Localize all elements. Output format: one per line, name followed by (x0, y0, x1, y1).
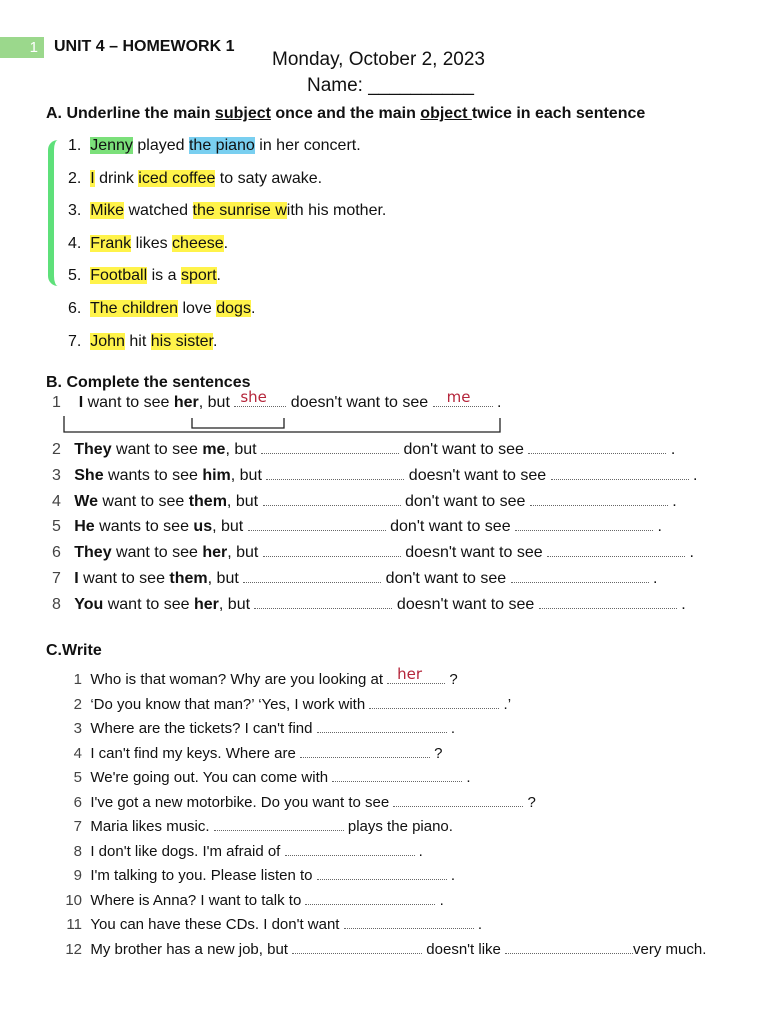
section-b-title: B. Complete the sentences (46, 374, 251, 391)
sentence-text: likes (131, 234, 173, 252)
row-text-b: , but (225, 441, 262, 458)
highlighted-phrase: sport (180, 267, 217, 285)
row-end: ? (445, 671, 458, 688)
row-end: . (688, 467, 698, 484)
answer-blank[interactable] (214, 820, 344, 831)
row-end: . (666, 441, 676, 458)
row-text: I've got a new motorbike. Do you want to see (90, 793, 394, 811)
highlighted-phrase: Football (90, 267, 148, 285)
row-text-b: , but (212, 518, 248, 535)
sentence-text: in her concert. (254, 137, 361, 154)
answer-blank[interactable] (263, 495, 401, 506)
row-subject: You (74, 596, 104, 613)
row-text-c: don't want to see (399, 441, 529, 458)
highlighter-bracket-mark (48, 140, 58, 286)
row-text: I can't find my keys. Where are (90, 744, 300, 762)
row-end: . (446, 720, 455, 737)
answer-blank[interactable] (317, 869, 447, 880)
write-row (56, 745, 442, 762)
row-end: . (667, 493, 677, 510)
row-end: . (653, 518, 662, 535)
row-number: 3 (52, 467, 61, 484)
answer-blank[interactable] (261, 443, 399, 454)
row-subject: He (74, 518, 95, 535)
highlighted-phrase: the piano (188, 137, 255, 154)
sentence-text: is a (147, 267, 181, 285)
row-end: . (685, 544, 694, 561)
row-number: 7 (52, 570, 61, 587)
example-text-a: want to see (83, 394, 174, 411)
sentence-number: 2. (68, 169, 82, 187)
sentence-item (68, 300, 255, 318)
answer-blank[interactable] (317, 722, 447, 733)
row-text-b: , but (218, 596, 255, 613)
answer-blank[interactable] (266, 469, 404, 480)
highlighted-phrase: iced coffee (138, 169, 216, 187)
row-end: .’ (499, 695, 512, 713)
example-object: her (173, 394, 199, 411)
sentence-text: to saty awake. (215, 169, 323, 187)
highlighted-phrase: I (90, 169, 95, 187)
answer-blank[interactable] (547, 546, 685, 557)
row-object: me (202, 441, 226, 458)
row-text: Who is that woman? Why are you looking at (90, 671, 388, 688)
sentence-item (68, 202, 386, 220)
row-end: . (676, 596, 686, 613)
example-answer-2: me (446, 388, 471, 406)
example-blank-2[interactable] (433, 388, 493, 407)
row-text-c: doesn't want to see (392, 596, 539, 613)
row-text-a: want to see (97, 493, 189, 510)
fill-in-row (52, 518, 662, 536)
row-text-c: don't want to see (381, 570, 511, 587)
row-text-c: don't want to see (385, 518, 516, 535)
row-number: 5 (73, 769, 82, 786)
page-number-badge: 1 (0, 37, 44, 58)
row-text-a: want to see (111, 544, 203, 561)
sentence-text: . (250, 300, 256, 317)
handwritten-answer: her (397, 665, 423, 683)
row-object: them (169, 570, 208, 587)
answer-blank[interactable] (387, 665, 445, 684)
answer-blank[interactable] (332, 771, 462, 782)
row-number: 12 (65, 940, 82, 958)
write-row (56, 892, 444, 909)
row-text-b: , but (227, 544, 263, 561)
sentence-number: 3. (68, 202, 82, 220)
fill-in-row (52, 596, 686, 614)
section-a-title-subject: subject (214, 105, 271, 122)
row-subject: We (74, 493, 98, 510)
row-number: 9 (73, 867, 82, 884)
row-number: 5 (52, 518, 61, 535)
example-end: . (492, 394, 502, 411)
row-end: . (648, 570, 658, 587)
write-row (56, 794, 536, 811)
row-number: 8 (52, 596, 61, 613)
write-row (56, 720, 455, 737)
row-object: us (193, 518, 213, 535)
answer-blank[interactable] (248, 520, 386, 531)
answer-blank[interactable] (530, 495, 668, 506)
row-end: . (446, 867, 455, 884)
row-number: 2 (52, 441, 61, 458)
example-answer-1: she (240, 388, 267, 406)
row-text-a: wants to see (103, 467, 203, 484)
row-text-a: want to see (78, 570, 170, 587)
row-text: My brother has a new job, but (90, 940, 293, 958)
fill-in-row (52, 544, 694, 562)
row-subject: She (74, 467, 104, 484)
example-subject: I (78, 394, 84, 411)
name-field-label: Name: __________ (307, 75, 474, 96)
answer-blank[interactable] (254, 598, 392, 609)
row-object: her (194, 596, 219, 613)
answer-blank[interactable] (300, 747, 430, 758)
sentence-number: 6. (68, 300, 82, 317)
row-text: I don't like dogs. I'm afraid of (90, 842, 285, 860)
answer-blank[interactable] (505, 943, 633, 954)
section-a-title-mid: once and the main (270, 105, 421, 122)
sentence-text: played (132, 137, 189, 154)
highlighted-phrase: his sister (150, 332, 213, 350)
row-end: ? (429, 744, 443, 762)
section-a-title-post: twice in each sentence (471, 105, 646, 122)
row-text-b: , but (226, 493, 263, 510)
row-subject: They (74, 441, 112, 458)
row-object: her (202, 544, 228, 561)
sentence-text: hit (124, 332, 151, 350)
row-text-a: want to see (111, 441, 203, 458)
row-number: 3 (73, 720, 82, 737)
section-a-title-pre: A. Underline the main (46, 105, 215, 122)
example-bracket-diagram (60, 414, 510, 436)
row-number: 1 (52, 394, 61, 411)
row-text: Maria likes music. (90, 818, 214, 835)
row-text-b: , but (207, 570, 244, 587)
sentence-number: 7. (68, 332, 82, 350)
answer-blank[interactable] (511, 572, 649, 583)
example-text-b: , but (198, 394, 235, 411)
row-text-a: want to see (103, 596, 194, 613)
write-row (56, 843, 423, 860)
row-end: plays the piano. (343, 818, 453, 835)
sentence-text: . (223, 234, 229, 252)
answer-blank[interactable] (243, 572, 381, 583)
row-number: 1 (73, 671, 82, 688)
sentence-text: . (212, 332, 218, 350)
highlighted-phrase: the sunrise w (192, 202, 287, 220)
date-heading: Monday, October 2, 2023 (272, 49, 485, 70)
sentence-item (68, 137, 361, 155)
answer-blank[interactable] (285, 845, 415, 856)
fill-in-row (52, 493, 677, 511)
row-number: 2 (73, 695, 82, 713)
highlighted-phrase: cheese (172, 234, 224, 252)
sentence-text: love (178, 300, 217, 317)
row-end: . (462, 769, 471, 786)
row-number: 7 (73, 818, 82, 835)
write-row (56, 665, 458, 688)
fill-in-row (52, 570, 657, 588)
row-text-a: wants to see (94, 518, 194, 535)
sentence-text: watched (124, 202, 193, 220)
row-number: 4 (52, 493, 61, 510)
example-blank-1[interactable] (234, 388, 286, 407)
row-number: 8 (73, 842, 82, 860)
sentence-item (68, 170, 322, 188)
row-end: . (414, 842, 423, 860)
row-text-b: , but (230, 467, 267, 484)
write-row (56, 818, 453, 835)
row-text: ‘Do you know that man?’ ‘Yes, I work with (90, 695, 370, 713)
answer-blank[interactable] (551, 469, 689, 480)
row-text-c: don't want to see (400, 493, 530, 510)
sentence-number: 5. (68, 267, 82, 285)
row-text-c: doesn't want to see (400, 544, 548, 561)
section-b-example-row (52, 388, 502, 412)
section-a-title-object: object (420, 105, 472, 122)
sentence-text: . (216, 267, 221, 285)
unit-title: UNIT 4 – HOMEWORK 1 (54, 38, 235, 55)
sentence-number: 1. (68, 137, 82, 154)
answer-blank[interactable] (369, 698, 499, 709)
sentence-item (68, 267, 221, 285)
row-number: 11 (66, 916, 82, 933)
row-text: I'm talking to you. Please listen to (90, 867, 317, 884)
fill-in-row (52, 467, 698, 485)
row-text-c: doesn't want to see (404, 467, 551, 484)
fill-in-row (52, 441, 675, 459)
row-end: ? (523, 793, 536, 811)
write-row (56, 696, 511, 713)
section-a-title (46, 105, 645, 123)
highlighted-phrase: John (90, 332, 125, 350)
highlighted-phrase: The children (89, 300, 178, 317)
row-text: You can have these CDs. I don't want (90, 916, 344, 933)
row-end: . (473, 916, 482, 933)
highlighted-phrase: Frank (90, 234, 132, 252)
row-text: Where are the tickets? I can't find (90, 720, 317, 737)
answer-blank[interactable] (515, 520, 653, 531)
row-end: . (435, 891, 444, 909)
row-tail: very much. (633, 940, 707, 958)
sentence-text: drink (94, 169, 139, 187)
highlighted-phrase: Mike (90, 202, 125, 220)
row-subject: I (74, 570, 79, 587)
row-text: Where is Anna? I want to talk to (90, 891, 306, 909)
answer-blank[interactable] (305, 894, 435, 905)
sentence-text: ith his mother. (286, 202, 387, 220)
section-c-title: C.Write (46, 642, 102, 659)
sentence-number: 4. (68, 234, 82, 252)
row-subject: They (74, 544, 112, 561)
row-end: doesn't like (422, 940, 506, 958)
row-number: 6 (73, 793, 82, 811)
sentence-item (68, 333, 217, 351)
sentence-item (68, 235, 228, 253)
write-row (56, 867, 455, 884)
answer-blank[interactable] (292, 943, 422, 954)
answer-blank[interactable] (393, 796, 523, 807)
highlighted-phrase: Jenny (90, 137, 133, 154)
write-row (56, 769, 471, 786)
answer-blank[interactable] (539, 598, 677, 609)
row-number: 10 (65, 891, 82, 909)
row-object: him (202, 467, 231, 484)
example-text-c: doesn't want to see (286, 394, 433, 411)
answer-blank[interactable] (263, 546, 401, 557)
row-object: them (188, 493, 227, 510)
highlighted-phrase: dogs (216, 300, 251, 317)
answer-blank[interactable] (344, 918, 474, 929)
example-long-bracket (64, 416, 500, 432)
row-text: We're going out. You can come with (90, 769, 333, 786)
row-number: 6 (52, 544, 61, 561)
answer-blank[interactable] (528, 443, 666, 454)
write-row (56, 916, 482, 933)
write-row (56, 941, 706, 958)
example-short-bracket (192, 418, 284, 428)
row-number: 4 (73, 744, 82, 762)
